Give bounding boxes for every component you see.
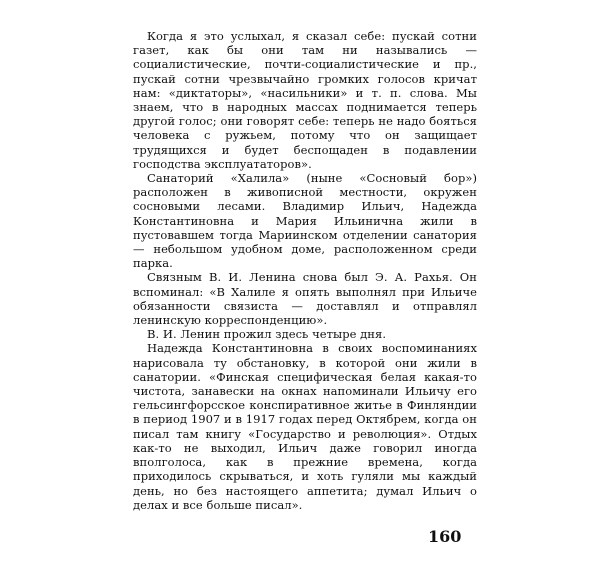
paragraph-dictators-quote: Когда я это услыхал, я сказал себе: пускай сотни газет, как бы они там ни назывались — социалистические, почти-социалистические и пр., пускай сотни чрезвычайно громких голосов кричат нам: «диктаторы», «насильники» и т. п. слова. Мы знаем, что в народных массах поднимается теперь другой голос; они говорят себе: теперь не надо бояться человека с ружьем, потому что он защищает трудящихся и будет беспощаден в подавлении господства эксплуататоров».	[133, 29, 477, 171]
paragraph-sanatorium-khalila: Санаторий «Халила» (ныне «Сосновый бор») расположен в живописной местности, окружен сосновыми лесами. Владимир Ильич, Надежда Константиновна и Мария Ильинична жили в пустовавшем тогда Мариинском отделении санатория — небольшом удобном доме, расположенном среди парка.	[133, 171, 477, 271]
page-number: 160	[428, 527, 462, 546]
paragraph-four-days: В. И. Ленин прожил здесь четыре дня.	[147, 327, 387, 342]
paragraph-rakhya-liaison: Связным В. И. Ленина снова был Э. А. Рахья. Он вспоминал: «В Халиле я опять выполнял при Ильиче обязанности связиста — доставлял и отправлял ленинскую корреспонденцию».	[133, 270, 477, 328]
paragraph-krupskaya-memoirs: Надежда Константиновна в своих воспоминаниях нарисовала ту обстановку, в которой они жили в санатории. «Финская специфическая белая какая-то чистота, занавески на окнах напоминали Ильичу его гельсингфорсское конспиративное житье в Финляндии в период 1907 и в 1917 годах перед Октябрем, когда он писал там книгу «Государство и революция». Отдых как-то не выходил, Ильич даже говорил иногда вполголоса, как в прежние времена, когда приходилось скрываться, и хоть гуляли мы каждый день, но без настоящего аппетита; думал Ильич о делах и все больше писал».	[133, 341, 477, 512]
page-body-text	[133, 29, 477, 512]
